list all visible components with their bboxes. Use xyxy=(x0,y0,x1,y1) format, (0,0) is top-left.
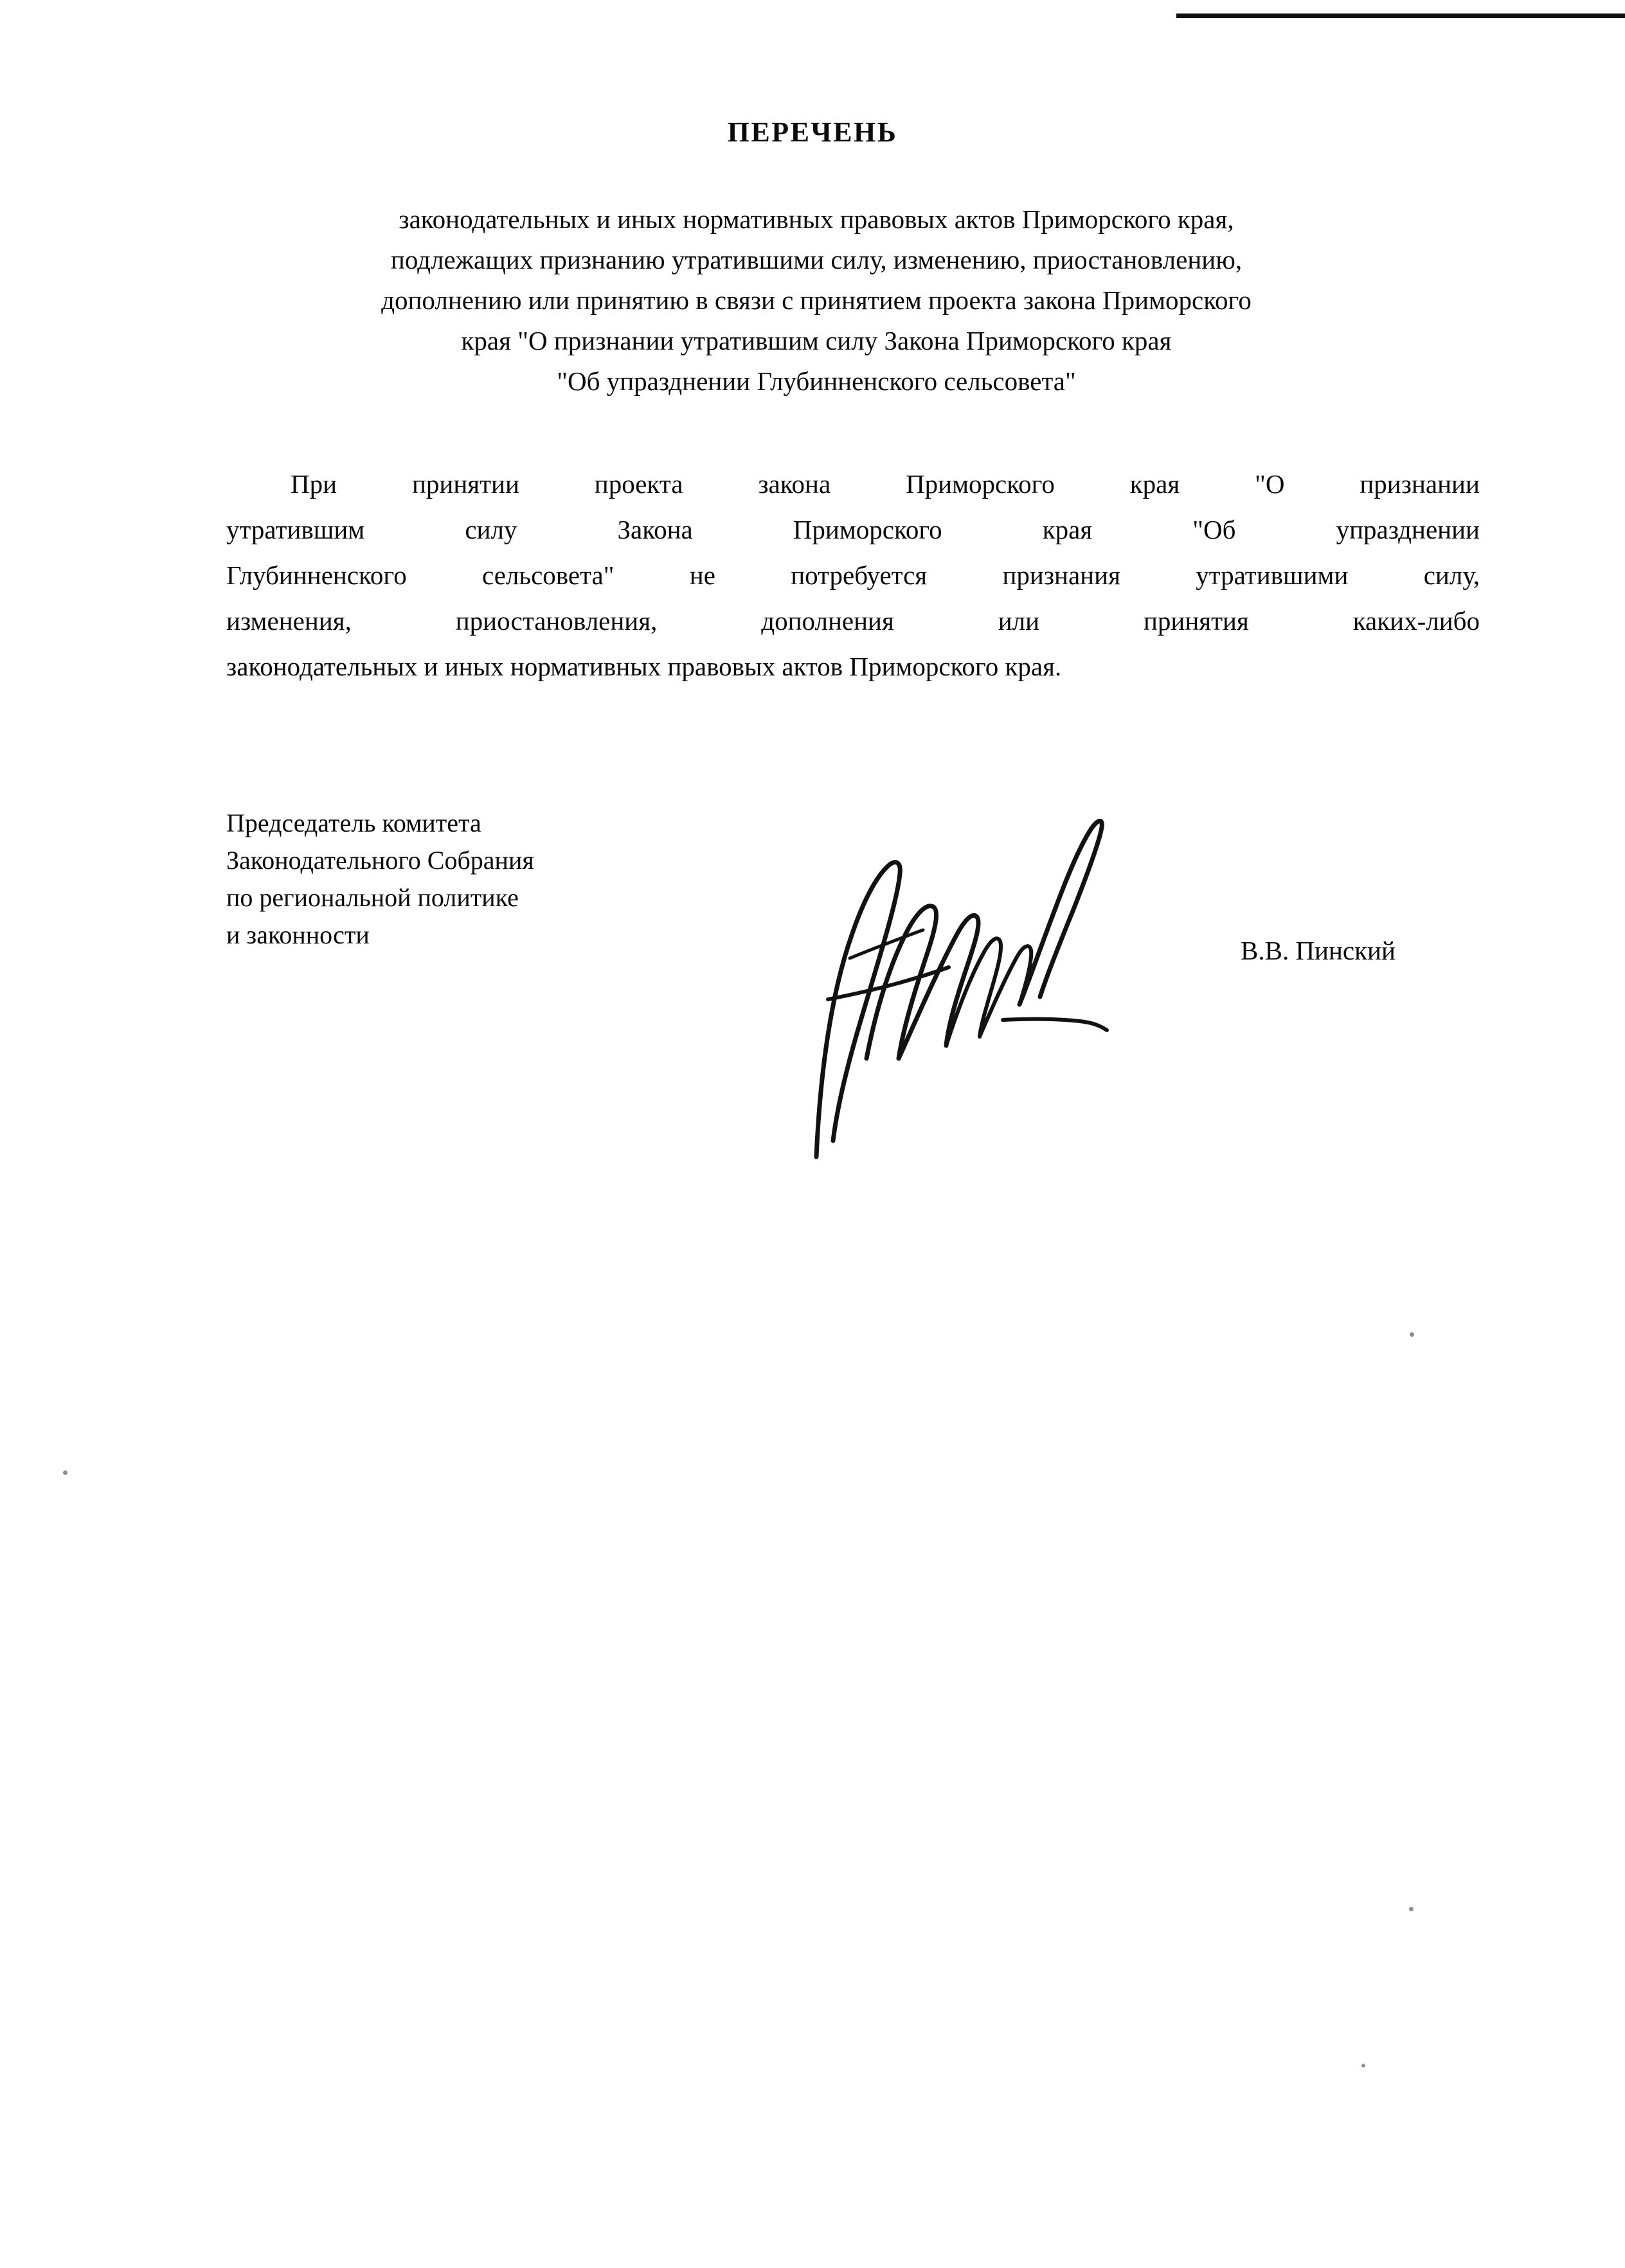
signature-role xyxy=(226,805,534,954)
subtitle-line: края "О признании утратившим силу Закона Приморского края xyxy=(461,326,1172,355)
subtitle-line: подлежащих признанию утратившими силу, изменению, приостановлению, xyxy=(390,245,1243,274)
signature-role-line: Законодательного Собрания xyxy=(226,846,534,875)
subtitle-line: "Об упразднении Глубинненского сельсовета" xyxy=(557,366,1076,396)
subtitle-line: законодательных и иных нормативных правовых актов Приморского края, xyxy=(399,204,1234,234)
word: каких-либо xyxy=(1352,606,1480,636)
word: сельсовета" xyxy=(482,560,615,590)
body-line xyxy=(226,598,1480,644)
word: принятия xyxy=(1143,606,1249,636)
body-paragraph xyxy=(226,461,1480,690)
page-title: ПЕРЕЧЕНЬ xyxy=(727,116,898,148)
signature-role-line: Председатель комитета xyxy=(226,808,481,837)
body-line xyxy=(226,461,1480,507)
word: "Об xyxy=(1192,515,1236,544)
word: приостановления, xyxy=(455,606,658,636)
subtitle-line: дополнению или принятию в связи с принятием проекта закона Приморского xyxy=(381,285,1252,315)
word: признания xyxy=(1002,560,1120,590)
word: упразднении xyxy=(1336,515,1480,544)
body-line xyxy=(226,507,1480,553)
handwritten-signature-icon xyxy=(791,807,1131,1166)
word: утратившим xyxy=(226,515,365,544)
word: При xyxy=(291,469,337,499)
word: принятии xyxy=(411,469,519,499)
body-line: законодательных и иных нормативных правовых актов Приморского края. xyxy=(226,652,1062,681)
word: Закона xyxy=(617,515,693,544)
word: силу xyxy=(465,515,517,544)
word: Приморского xyxy=(906,469,1055,499)
word: изменения, xyxy=(226,606,352,636)
word: Приморского xyxy=(793,515,942,544)
word: закона xyxy=(758,469,831,499)
scan-speck xyxy=(1409,1907,1414,1911)
signature-role-line: и законности xyxy=(226,920,370,949)
word: утратившими xyxy=(1196,560,1349,590)
word: края xyxy=(1129,469,1180,499)
scan-speck xyxy=(1410,1332,1414,1337)
signer-name: В.В. Пинский xyxy=(1241,936,1396,965)
word: признании xyxy=(1360,469,1480,499)
word: края xyxy=(1042,515,1093,544)
word: не xyxy=(689,560,715,590)
word: Глубинненского xyxy=(226,560,407,590)
scan-speck xyxy=(63,1470,67,1475)
word: проекта xyxy=(594,469,683,499)
signature-role-line: по региональной политике xyxy=(226,883,519,912)
word: или xyxy=(998,606,1040,636)
body-line xyxy=(226,553,1480,598)
word: потребуется xyxy=(791,560,928,590)
document-subtitle xyxy=(212,199,1421,402)
word: дополнения xyxy=(761,606,894,636)
scan-artifact-bar xyxy=(1157,0,1625,22)
word: "О xyxy=(1255,469,1285,499)
scan-speck xyxy=(1361,2064,1365,2067)
word: силу, xyxy=(1423,560,1480,590)
